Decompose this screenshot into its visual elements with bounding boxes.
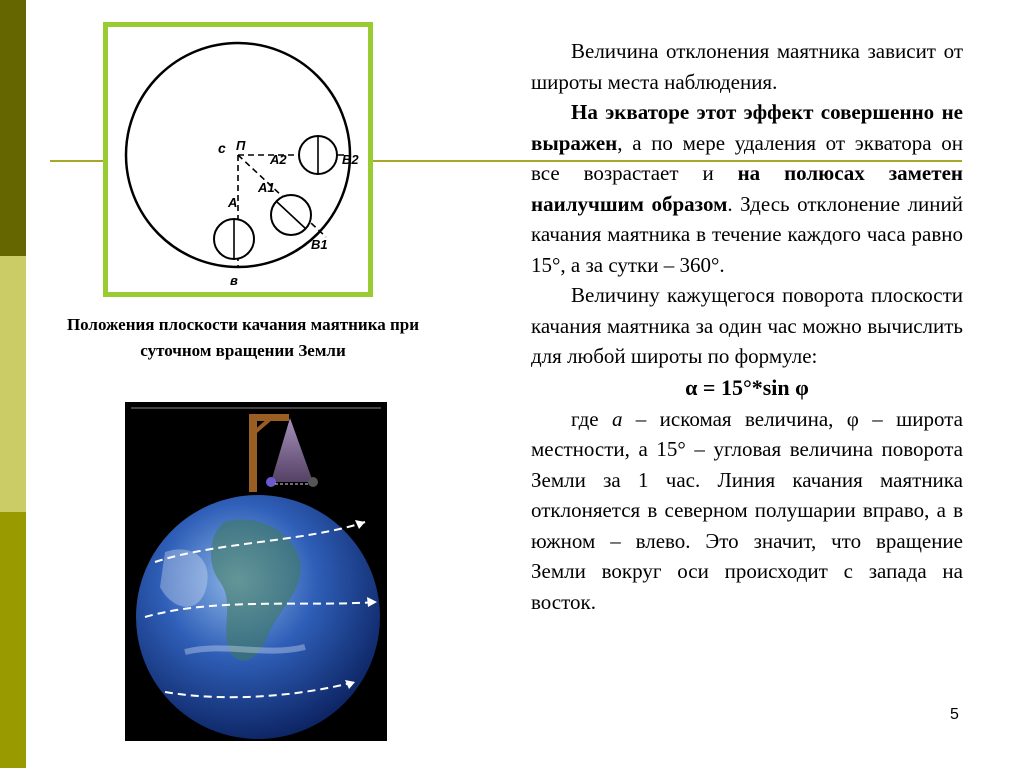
- formula: α = 15°*sin φ: [685, 374, 809, 400]
- earth-pendulum-illustration: [125, 402, 387, 741]
- text-explanation-2: – искомая величина, φ – широта местности, а 15° – угловая величина поворота Земли за 1 час. Линия качания маятника отклоняется в северном полушарии вправо, а в южном – влево. Это значит, что вращение Земли вокруг оси происходит с запада на восток.: [531, 406, 963, 614]
- label-b: в: [230, 273, 238, 288]
- variable-a: а: [611, 406, 623, 431]
- label-p: П: [236, 138, 246, 153]
- accent-bar-top: [0, 0, 26, 256]
- accent-bar-bottom: [0, 512, 26, 768]
- horizontal-rule-left: [50, 160, 106, 162]
- pendulum-diagram-svg: [108, 27, 368, 292]
- figure-caption: Положения плоскости качания маятника при суточном вращении Земли: [66, 315, 420, 360]
- label-b2: B2: [342, 152, 359, 167]
- text-explanation-1: где: [571, 406, 612, 431]
- earth-globe-svg: [125, 402, 387, 741]
- accent-bar-middle: [0, 256, 26, 512]
- label-c: c: [218, 140, 226, 156]
- text-equator-2: . Здесь отклонение линий качания маятника в течение каждого часа равно 15°, а за сутки – 360°.: [531, 191, 964, 277]
- text-equator-1: , а по мере удаления от экватора он все возрастает и: [531, 130, 963, 185]
- main-text: [531, 36, 963, 617]
- emphasis-poles: на полюсах заметен наилучшим образом: [531, 161, 963, 216]
- emphasis-equator: На экваторе этот эффект совершенно не выражен: [531, 100, 963, 155]
- label-b1: B1: [311, 237, 328, 252]
- paragraph-equator: [531, 97, 963, 280]
- paragraph-formula-intro: Величину кажущегося поворота плоскости качания маятника за один час можно вычислить для любой широты по формуле:: [531, 283, 963, 368]
- paragraph-explanation: [531, 404, 963, 618]
- label-a: A: [228, 195, 238, 210]
- page-number: 5: [950, 706, 959, 723]
- paragraph-latitude: Величина отклонения маятника зависит от широты места наблюдения.: [531, 39, 963, 94]
- pendulum-diagram: [103, 22, 373, 297]
- label-a2: A2: [270, 152, 287, 167]
- label-a1: A1: [258, 180, 275, 195]
